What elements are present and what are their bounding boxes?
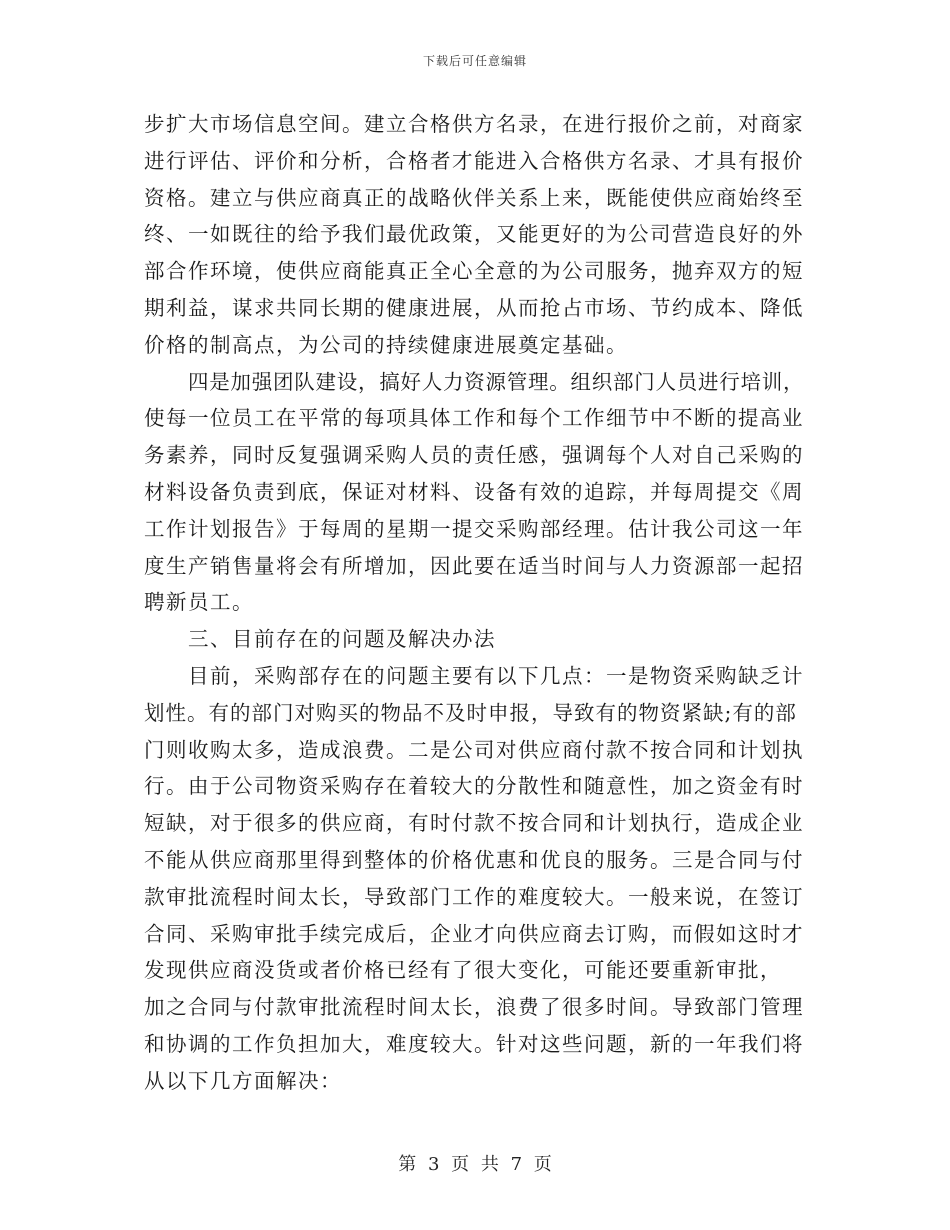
text-line: 加之合同与付款审批流程时间太长，浪费了很多时间。导致部门管理 bbox=[144, 995, 804, 1020]
text-line: 划性。有的部门对购买的物品不及时申报，导致有的物资紧缺;有的部 bbox=[144, 700, 797, 725]
text-line: 终、一如既往的给予我们最优政策，又能更好的为公司营造良好的外 bbox=[144, 222, 804, 247]
text-line: 门则收购太多，造成浪费。二是公司对供应商付款不按合同和计划执 bbox=[144, 737, 804, 762]
page-header: 下载后可任意编辑 bbox=[422, 54, 527, 68]
text-line: 资格。建立与供应商真正的战略伙伴关系上来，既能使供应商始终至 bbox=[144, 185, 804, 210]
text-line: 度生产销售量将会有所增加，因此要在适当时间与人力资源部一起招 bbox=[144, 553, 804, 578]
text-line: 步扩大市场信息空间。建立合格供方名录，在进行报价之前，对商家 bbox=[144, 112, 804, 136]
text-line: 期利益，谋求共同长期的健康进展，从而抢占市场、节约成本、降低 bbox=[144, 295, 804, 320]
text-line: 和协调的工作负担加大，难度较大。针对这些问题，新的一年我们将 bbox=[144, 1031, 804, 1056]
text-line: 材料设备负责到底，保证对材料、设备有效的追踪，并每周提交《周 bbox=[144, 479, 804, 504]
text-line: 工作计划报告》于每周的星期一提交采购部经理。估计我公司这一年 bbox=[144, 516, 804, 541]
paragraph-start-line: 目前，采购部存在的问题主要有以下几点：一是物资采购缺乏计 bbox=[188, 663, 804, 688]
text-line: 使每一位员工在平常的每项具体工作和每个工作细节中不断的提高业 bbox=[144, 406, 804, 431]
text-line: 价格的制高点，为公司的持续健康进展奠定基础。 bbox=[144, 332, 628, 357]
text-line: 款审批流程时间太长，导致部门工作的难度较大。一般来说，在签订 bbox=[144, 884, 804, 909]
text-line: 进行评估、评价和分析，合格者才能进入合格供方名录、才具有报价 bbox=[144, 148, 804, 173]
text-line: 合同、采购审批手续完成后，企业才向供应商去订购，而假如这时才 bbox=[144, 921, 804, 946]
text-line: 不能从供应商那里得到整体的价格优惠和优良的服务。三是合同与付 bbox=[144, 847, 804, 872]
text-line: 短缺，对于很多的供应商，有时付款不按合同和计划执行，造成企业 bbox=[144, 811, 804, 836]
paragraph-start-line: 四是加强团队建设，搞好人力资源管理。组织部门人员进行培训， bbox=[188, 369, 805, 394]
text-line: 行。由于公司物资采购存在着较大的分散性和随意性，加之资金有时 bbox=[144, 774, 804, 799]
text-line: 聘新员工。 bbox=[144, 590, 254, 615]
page-number: 第 3 页 共 7 页 bbox=[398, 1154, 552, 1175]
text-line: 务素养，同时反复强调采购人员的责任感，强调每个人对自己采购的 bbox=[144, 443, 804, 468]
section-heading: 三、目前存在的问题及解决办法 bbox=[188, 627, 496, 652]
document-body bbox=[144, 106, 804, 1100]
text-line: 从以下几方面解决： bbox=[144, 1068, 342, 1093]
text-line: 发现供应商没货或者价格已经有了很大变化，可能还要重新审批， bbox=[144, 958, 782, 983]
text-line: 部合作环境，使供应商能真正全心全意的为公司服务，抛弃双方的短 bbox=[144, 259, 804, 284]
